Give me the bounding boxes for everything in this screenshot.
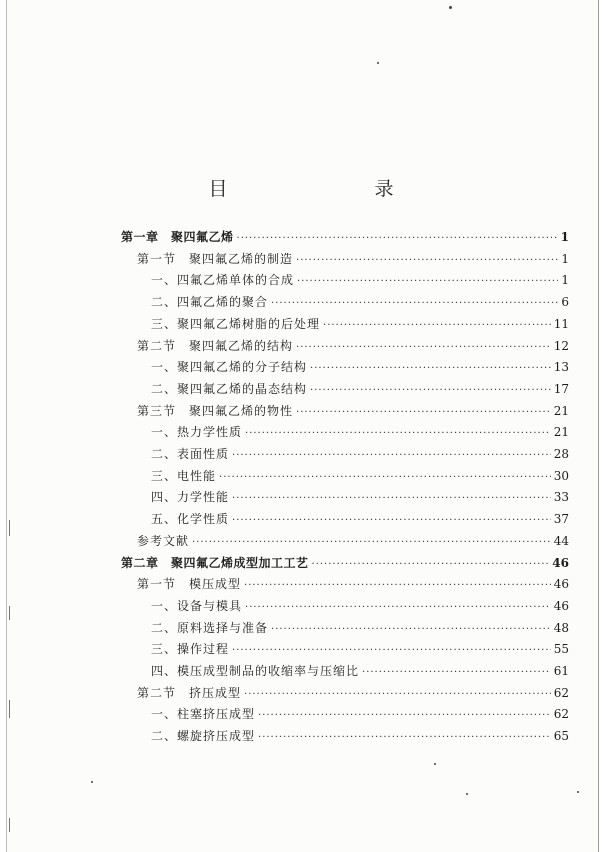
dot-leader (312, 554, 550, 576)
toc-entry[interactable] (151, 465, 569, 487)
dot-leader (244, 684, 551, 706)
page-title: 目 录 (208, 178, 458, 200)
dot-leader (271, 619, 551, 641)
toc-entry[interactable] (151, 595, 569, 617)
toc-page-number: 46 (553, 577, 569, 592)
toc-entry-label: 第二节 聚四氟乙烯的结构 (137, 338, 294, 353)
toc-entry-label: 一、四氟乙烯单体的合成 (151, 273, 295, 288)
dot-leader (245, 597, 551, 619)
toc-entry-label: 一、热力学性质 (151, 425, 243, 440)
toc-entry[interactable] (151, 313, 569, 335)
margin-mark (9, 700, 10, 718)
toc-page-number: 28 (553, 447, 569, 461)
dot-leader (232, 510, 551, 532)
margin-mark (9, 606, 10, 620)
toc-page-number: 37 (553, 512, 569, 527)
dot-leader (296, 337, 551, 359)
toc-page-number: 1 (561, 251, 569, 266)
toc-entry-label: 第一节 聚四氟乙烯的制造 (137, 251, 294, 266)
toc-entry-label: 二、原料选择与准备 (151, 620, 269, 635)
toc-entry[interactable] (151, 269, 569, 291)
dot-leader (323, 315, 551, 337)
toc-page-number: 55 (553, 642, 569, 657)
toc-entry[interactable] (151, 638, 569, 660)
toc-entry-label: 二、螺旋挤压成型 (151, 729, 256, 744)
toc-entry-label: 四、模压成型制品的收缩率与压缩比 (151, 664, 360, 678)
scan-speck (91, 781, 93, 783)
toc-page-number: 30 (553, 468, 569, 483)
toc-entry-label: 四、力学性能 (151, 490, 230, 505)
toc-entry[interactable] (151, 356, 569, 378)
toc-entry-label: 第二章 聚四氟乙烯成型加工工艺 (121, 555, 309, 570)
dot-leader (219, 467, 551, 489)
dot-leader (297, 271, 558, 293)
toc-page-number: 13 (553, 360, 569, 375)
margin-mark (9, 818, 10, 832)
dot-leader (232, 640, 551, 662)
toc-page-number: 46 (552, 555, 569, 570)
toc-entry-label: 第一章 聚四氟乙烯 (121, 230, 234, 244)
dot-leader (362, 662, 551, 684)
toc-entry-label: 二、四氟乙烯的聚合 (151, 295, 269, 310)
toc-entry[interactable] (137, 400, 569, 422)
toc-page-number: 21 (553, 403, 569, 418)
toc-page-number: 33 (553, 490, 569, 505)
toc-entry-label: 参考文献 (137, 533, 190, 548)
toc-entry-label: 第三节 聚四氟乙烯的物性 (137, 403, 294, 418)
scan-speck (466, 793, 468, 795)
dot-leader (244, 575, 551, 597)
toc-entry[interactable] (137, 573, 569, 595)
toc-entry[interactable] (151, 508, 569, 530)
toc-page-number: 46 (553, 598, 569, 613)
toc-page-number: 62 (553, 685, 569, 700)
toc-entry-label: 第一节 模压成型 (137, 577, 242, 592)
toc-entry[interactable] (137, 335, 569, 357)
dot-leader (296, 402, 551, 424)
dot-leader (192, 532, 551, 554)
toc-entry-label: 一、设备与模具 (151, 598, 243, 613)
dot-leader (232, 445, 551, 467)
toc-entry-label: 第二节 挤压成型 (137, 685, 242, 700)
toc-page-number: 62 (553, 707, 569, 722)
toc-page-number: 21 (553, 425, 569, 440)
scan-speck (577, 791, 579, 793)
toc-page-number: 48 (553, 620, 569, 635)
toc-page-number: 1 (561, 273, 569, 288)
dot-leader (258, 727, 551, 749)
toc-entry-label: 一、柱塞挤压成型 (151, 707, 256, 722)
toc-page-number: 65 (553, 729, 569, 744)
toc-entry[interactable] (137, 682, 569, 704)
toc-page-number: 6 (561, 295, 569, 310)
margin-mark (9, 520, 10, 536)
toc-page-number: 44 (553, 533, 569, 548)
toc-entry[interactable] (151, 703, 569, 725)
toc-entry-label: 二、聚四氟乙烯的晶态结构 (151, 381, 308, 396)
toc-entry-label: 三、操作过程 (151, 642, 230, 657)
toc-entry[interactable] (121, 226, 569, 248)
toc-page-number: 17 (553, 381, 569, 396)
toc-entry[interactable] (121, 552, 569, 574)
toc-page-number: 1 (560, 230, 569, 244)
toc-page-number: 61 (553, 664, 569, 678)
toc-entry[interactable] (151, 291, 569, 313)
toc-entry-label: 五、化学性质 (151, 512, 230, 527)
dot-leader (310, 380, 551, 402)
toc-entry-label: 三、聚四氟乙烯树脂的后处理 (151, 316, 321, 331)
scan-speck (377, 62, 379, 64)
toc-entry[interactable] (151, 443, 569, 465)
toc-entry[interactable] (151, 617, 569, 639)
toc-entry-label: 三、电性能 (151, 468, 217, 483)
scan-speck (449, 6, 452, 9)
toc-entry[interactable] (151, 421, 569, 443)
dot-leader (237, 228, 558, 250)
dot-leader (296, 250, 558, 272)
toc-entry-label: 二、表面性质 (151, 447, 230, 461)
toc-entry[interactable] (137, 248, 569, 270)
dot-leader (271, 293, 558, 315)
dot-leader (245, 423, 551, 445)
toc-entry[interactable] (137, 530, 569, 552)
toc-entry-label: 一、聚四氟乙烯的分子结构 (151, 360, 308, 375)
toc-entry[interactable] (151, 486, 569, 508)
dot-leader (258, 705, 551, 727)
toc-entry[interactable] (151, 660, 569, 682)
scan-speck (434, 763, 436, 765)
toc-page-number: 12 (553, 338, 569, 353)
dot-leader (232, 488, 551, 510)
toc-page-number: 11 (553, 316, 569, 331)
toc-entry[interactable] (151, 378, 569, 400)
toc-entry[interactable] (151, 725, 569, 747)
dot-leader (310, 358, 551, 380)
